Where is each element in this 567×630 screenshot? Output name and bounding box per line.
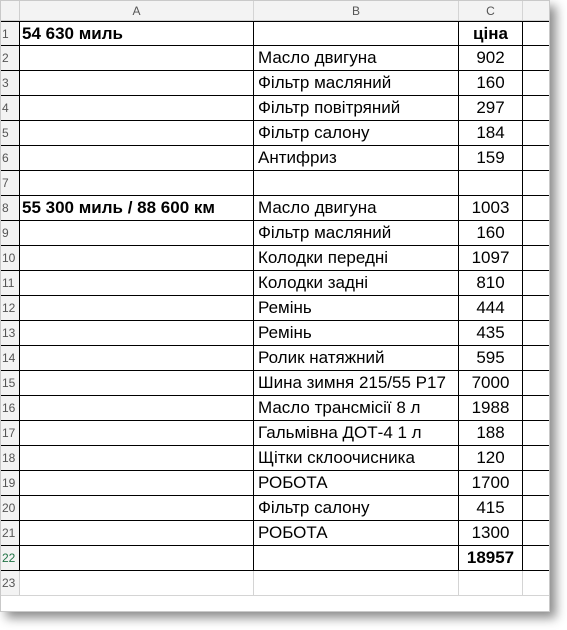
row-number[interactable]: 18 — [1, 446, 20, 470]
cell-b[interactable]: Колодки передні — [254, 246, 459, 270]
cell-c[interactable]: 18957 — [459, 546, 523, 570]
cell-c[interactable]: 1003 — [459, 196, 523, 220]
select-all-corner[interactable] — [1, 1, 20, 20]
row-number[interactable]: 9 — [1, 221, 20, 245]
cell-c[interactable]: 1988 — [459, 396, 523, 420]
cell-a[interactable] — [20, 546, 254, 570]
cell-b[interactable]: Масло двигуна — [254, 46, 459, 70]
cell-b[interactable]: Масло трансмісії 8 л — [254, 396, 459, 420]
table-row — [1, 321, 549, 346]
row-number[interactable]: 21 — [1, 521, 20, 545]
table-row — [1, 271, 549, 296]
table-row — [1, 346, 549, 371]
cell-d[interactable] — [523, 246, 549, 270]
column-header-b[interactable]: B — [254, 1, 459, 20]
table-row — [1, 471, 549, 496]
cell-c[interactable]: 595 — [459, 346, 523, 370]
row-number[interactable]: 22 — [1, 546, 20, 570]
cell-a[interactable] — [20, 496, 254, 520]
cell-d[interactable] — [523, 22, 549, 45]
table-row — [1, 71, 549, 96]
table-row — [1, 46, 549, 71]
table-row — [1, 121, 549, 146]
cell-d[interactable] — [523, 446, 549, 470]
cell-d[interactable] — [523, 321, 549, 345]
cell-c[interactable]: 120 — [459, 446, 523, 470]
cell-d[interactable] — [523, 121, 549, 145]
cell-a[interactable] — [20, 221, 254, 245]
cell-c[interactable]: 902 — [459, 46, 523, 70]
cell-b[interactable]: РОБОТА — [254, 521, 459, 545]
cell-a[interactable] — [20, 71, 254, 95]
cell-a[interactable] — [20, 471, 254, 495]
cell-c[interactable]: 7000 — [459, 371, 523, 395]
cell-d[interactable] — [523, 96, 549, 120]
cell-a[interactable] — [20, 121, 254, 145]
row-number[interactable]: 13 — [1, 321, 20, 345]
row-number[interactable]: 2 — [1, 46, 20, 70]
cell-d[interactable] — [523, 496, 549, 520]
row-number[interactable]: 6 — [1, 146, 20, 170]
cell-c[interactable]: 415 — [459, 496, 523, 520]
cell-d[interactable] — [523, 271, 549, 295]
column-header-d[interactable] — [523, 1, 549, 20]
table-row — [1, 296, 549, 321]
cell-c[interactable]: 184 — [459, 121, 523, 145]
cell-c[interactable] — [459, 171, 523, 195]
cell-c[interactable]: 188 — [459, 421, 523, 445]
row-number[interactable]: 8 — [1, 196, 20, 220]
cell-d[interactable] — [523, 296, 549, 320]
cell-a[interactable] — [20, 246, 254, 270]
cell-b[interactable]: Ролик натяжний — [254, 346, 459, 370]
row-number[interactable]: 3 — [1, 71, 20, 95]
rows-container — [1, 21, 549, 596]
cell-a[interactable] — [20, 46, 254, 70]
table-row — [1, 246, 549, 271]
cell-b[interactable]: Масло двигуна — [254, 196, 459, 220]
cell-a[interactable] — [20, 421, 254, 445]
table-row — [1, 371, 549, 396]
cell-c[interactable]: 297 — [459, 96, 523, 120]
row-number[interactable]: 23 — [1, 571, 20, 595]
table-row — [1, 496, 549, 521]
cell-d[interactable] — [523, 146, 549, 170]
cell-b[interactable] — [254, 546, 459, 570]
row-number[interactable]: 20 — [1, 496, 20, 520]
cell-a[interactable] — [20, 521, 254, 545]
cell-d[interactable] — [523, 521, 549, 545]
cell-d[interactable] — [523, 471, 549, 495]
cell-a[interactable] — [20, 346, 254, 370]
cell-a[interactable] — [20, 371, 254, 395]
cell-d[interactable] — [523, 571, 549, 595]
cell-a[interactable] — [20, 271, 254, 295]
cell-b[interactable]: Фільтр салону — [254, 496, 459, 520]
table-row — [1, 21, 549, 46]
row-number[interactable]: 7 — [1, 171, 20, 195]
cell-a[interactable] — [20, 171, 254, 195]
row-number[interactable]: 16 — [1, 396, 20, 420]
cell-a[interactable]: 54 630 миль — [20, 22, 254, 45]
cell-b[interactable]: РОБОТА — [254, 471, 459, 495]
cell-b[interactable]: Гальмівна ДОТ-4 1 л — [254, 421, 459, 445]
row-number[interactable]: 10 — [1, 246, 20, 270]
cell-b[interactable]: Фільтр масляний — [254, 71, 459, 95]
row-number[interactable]: 19 — [1, 471, 20, 495]
table-row — [1, 171, 549, 196]
table-row — [1, 221, 549, 246]
table-row — [1, 446, 549, 471]
cell-c[interactable]: 435 — [459, 321, 523, 345]
cell-d[interactable] — [523, 46, 549, 70]
row-number[interactable]: 5 — [1, 121, 20, 145]
cell-c[interactable]: 159 — [459, 146, 523, 170]
cell-d[interactable] — [523, 221, 549, 245]
table-row — [1, 396, 549, 421]
row-number[interactable]: 11 — [1, 271, 20, 295]
cell-c[interactable]: 160 — [459, 221, 523, 245]
cell-d[interactable] — [523, 71, 549, 95]
table-row — [1, 146, 549, 171]
cell-d[interactable] — [523, 421, 549, 445]
cell-c[interactable]: 1700 — [459, 471, 523, 495]
table-row — [1, 96, 549, 121]
cell-a[interactable] — [20, 96, 254, 120]
cell-c[interactable]: 1097 — [459, 246, 523, 270]
cell-d[interactable] — [523, 171, 549, 195]
cell-b[interactable] — [254, 171, 459, 195]
cell-a[interactable] — [20, 146, 254, 170]
row-number[interactable]: 12 — [1, 296, 20, 320]
cell-c[interactable]: 1300 — [459, 521, 523, 545]
column-header-c[interactable]: C — [459, 1, 523, 20]
cell-a[interactable] — [20, 396, 254, 420]
cell-a[interactable]: 55 300 миль / 88 600 км — [20, 196, 254, 220]
column-header-row — [1, 1, 549, 21]
cell-c[interactable]: ціна — [459, 22, 523, 45]
cell-c[interactable] — [459, 571, 523, 595]
cell-d[interactable] — [523, 396, 549, 420]
row-number[interactable]: 4 — [1, 96, 20, 120]
table-row — [1, 546, 549, 571]
cell-d[interactable] — [523, 196, 549, 220]
table-row — [1, 196, 549, 221]
cell-b[interactable]: Колодки задні — [254, 271, 459, 295]
cell-a[interactable] — [20, 296, 254, 320]
cell-b[interactable]: Антифриз — [254, 146, 459, 170]
row-number[interactable]: 17 — [1, 421, 20, 445]
row-number[interactable]: 15 — [1, 371, 20, 395]
cell-b[interactable]: Ремінь — [254, 296, 459, 320]
cell-b[interactable]: Щітки склоочисника — [254, 446, 459, 470]
cell-b[interactable]: Ремінь — [254, 321, 459, 345]
row-number[interactable]: 14 — [1, 346, 20, 370]
cell-b[interactable]: Фільтр масляний — [254, 221, 459, 245]
cell-b[interactable]: Шина зимня 215/55 Р17 — [254, 371, 459, 395]
cell-d[interactable] — [523, 371, 549, 395]
cell-b[interactable]: Фільтр салону — [254, 121, 459, 145]
cell-d[interactable] — [523, 546, 549, 570]
cell-b[interactable]: Фільтр повітряний — [254, 96, 459, 120]
column-header-a[interactable]: A — [20, 1, 254, 20]
cell-a[interactable] — [20, 571, 254, 595]
cell-a[interactable] — [20, 321, 254, 345]
cell-c[interactable]: 160 — [459, 71, 523, 95]
row-number[interactable]: 1 — [1, 22, 20, 45]
cell-c[interactable]: 444 — [459, 296, 523, 320]
table-row — [1, 521, 549, 546]
cell-a[interactable] — [20, 446, 254, 470]
cell-b[interactable] — [254, 571, 459, 595]
table-row — [1, 421, 549, 446]
spreadsheet-grid — [1, 1, 549, 596]
table-row — [1, 571, 549, 596]
cell-d[interactable] — [523, 346, 549, 370]
cell-b[interactable] — [254, 22, 459, 45]
cell-c[interactable]: 810 — [459, 271, 523, 295]
